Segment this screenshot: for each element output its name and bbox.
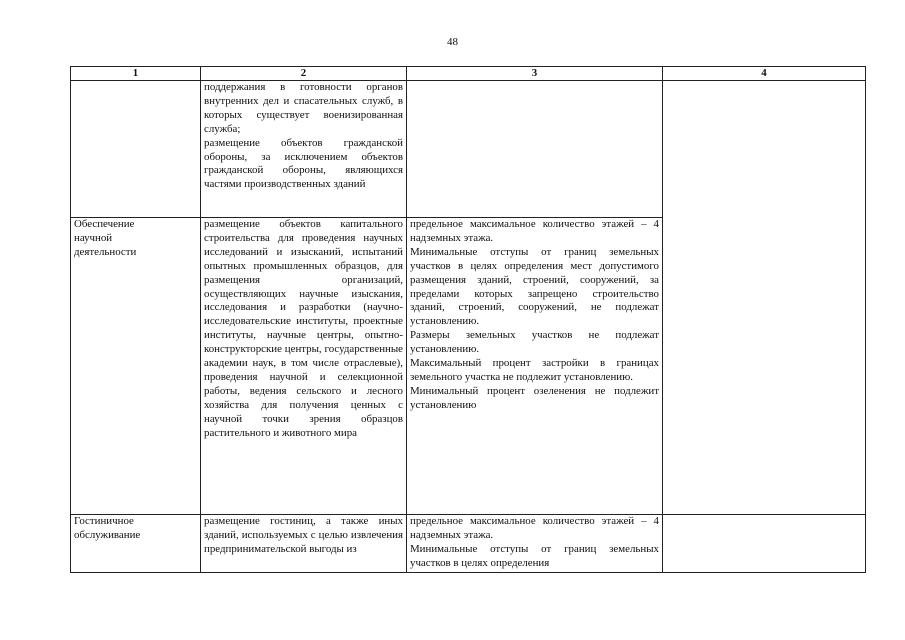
restrictions-cell	[663, 515, 866, 573]
activity-paragraph: размещение гостиниц, а также иных зданий, используемых с целью извлечения предпринимательской выгоды из	[204, 515, 403, 555]
parameter-paragraph: предельное максимальное количество этажей – 4 надземных этажа.	[410, 218, 659, 244]
table-row	[71, 81, 866, 218]
parameter-paragraph: предельное максимальное количество этажей – 4 надземных этажа.	[410, 515, 659, 541]
parameter-paragraph: Максимальный процент застройки в границах земельного участка не подлежит установлению.	[410, 357, 659, 383]
parameters-cell	[407, 218, 663, 515]
activity-paragraph: размещение объектов гражданской обороны, за исключением объектов гражданской обороны, являющихся частями производственных зданий	[204, 136, 403, 191]
parameters-cell	[407, 515, 663, 573]
parameter-paragraph: Размеры земельных участков не подлежат установлению.	[410, 329, 659, 356]
parameter-paragraph: Минимальные отступы от границ земельных участков в целях определения мест допустимого размещения зданий, строений, сооружений, за пределами которых запрещено строительство зданий, строений, сооружений, не подлежат установлению.	[410, 245, 659, 328]
parameter-paragraph: Минимальные отступы от границ земельных участков в целях определения	[410, 542, 659, 569]
table-row	[71, 515, 866, 573]
column-header-4: 4	[663, 67, 866, 81]
activity-paragraph: размещение объектов капитального строительства для проведения научных исследований и изысканий, испытаний опытных промышленных образцов, для размещения организаций, осуществляющих научные изыскания, исследования и разработки (научно-исследовательские институты, проектные институты, научные центры, опытно-конструкторские центры, государственные академии наук, в том числе отраслевые), проведения научной и селекционной работы, ведения сельского и лесного хозяйства для получения ценных с научной точки зрения образцов растительного и животного мира	[204, 218, 403, 439]
activity-description-cell	[201, 515, 407, 573]
column-header-3: 3	[407, 67, 663, 81]
table-header-row	[71, 67, 866, 81]
page-number: 48	[447, 36, 458, 48]
use-type-cell	[71, 81, 201, 218]
regulations-table	[70, 66, 866, 573]
use-type-cell: Гостиничное обслуживание	[71, 515, 201, 573]
column-header-1: 1	[71, 67, 201, 81]
parameters-cell	[407, 81, 663, 218]
use-type-cell: Обеспечение научной деятельности	[71, 218, 201, 515]
activity-description-cell	[201, 218, 407, 515]
restrictions-cell	[663, 81, 866, 515]
activity-paragraph: поддержания в готовности органов внутренних дел и спасательных служб, в которых существует военизированная служба;	[204, 81, 403, 135]
column-header-2: 2	[201, 67, 407, 81]
parameter-paragraph: Минимальный процент озеленения не подлежит установлению	[410, 384, 659, 411]
activity-description-cell	[201, 81, 407, 218]
